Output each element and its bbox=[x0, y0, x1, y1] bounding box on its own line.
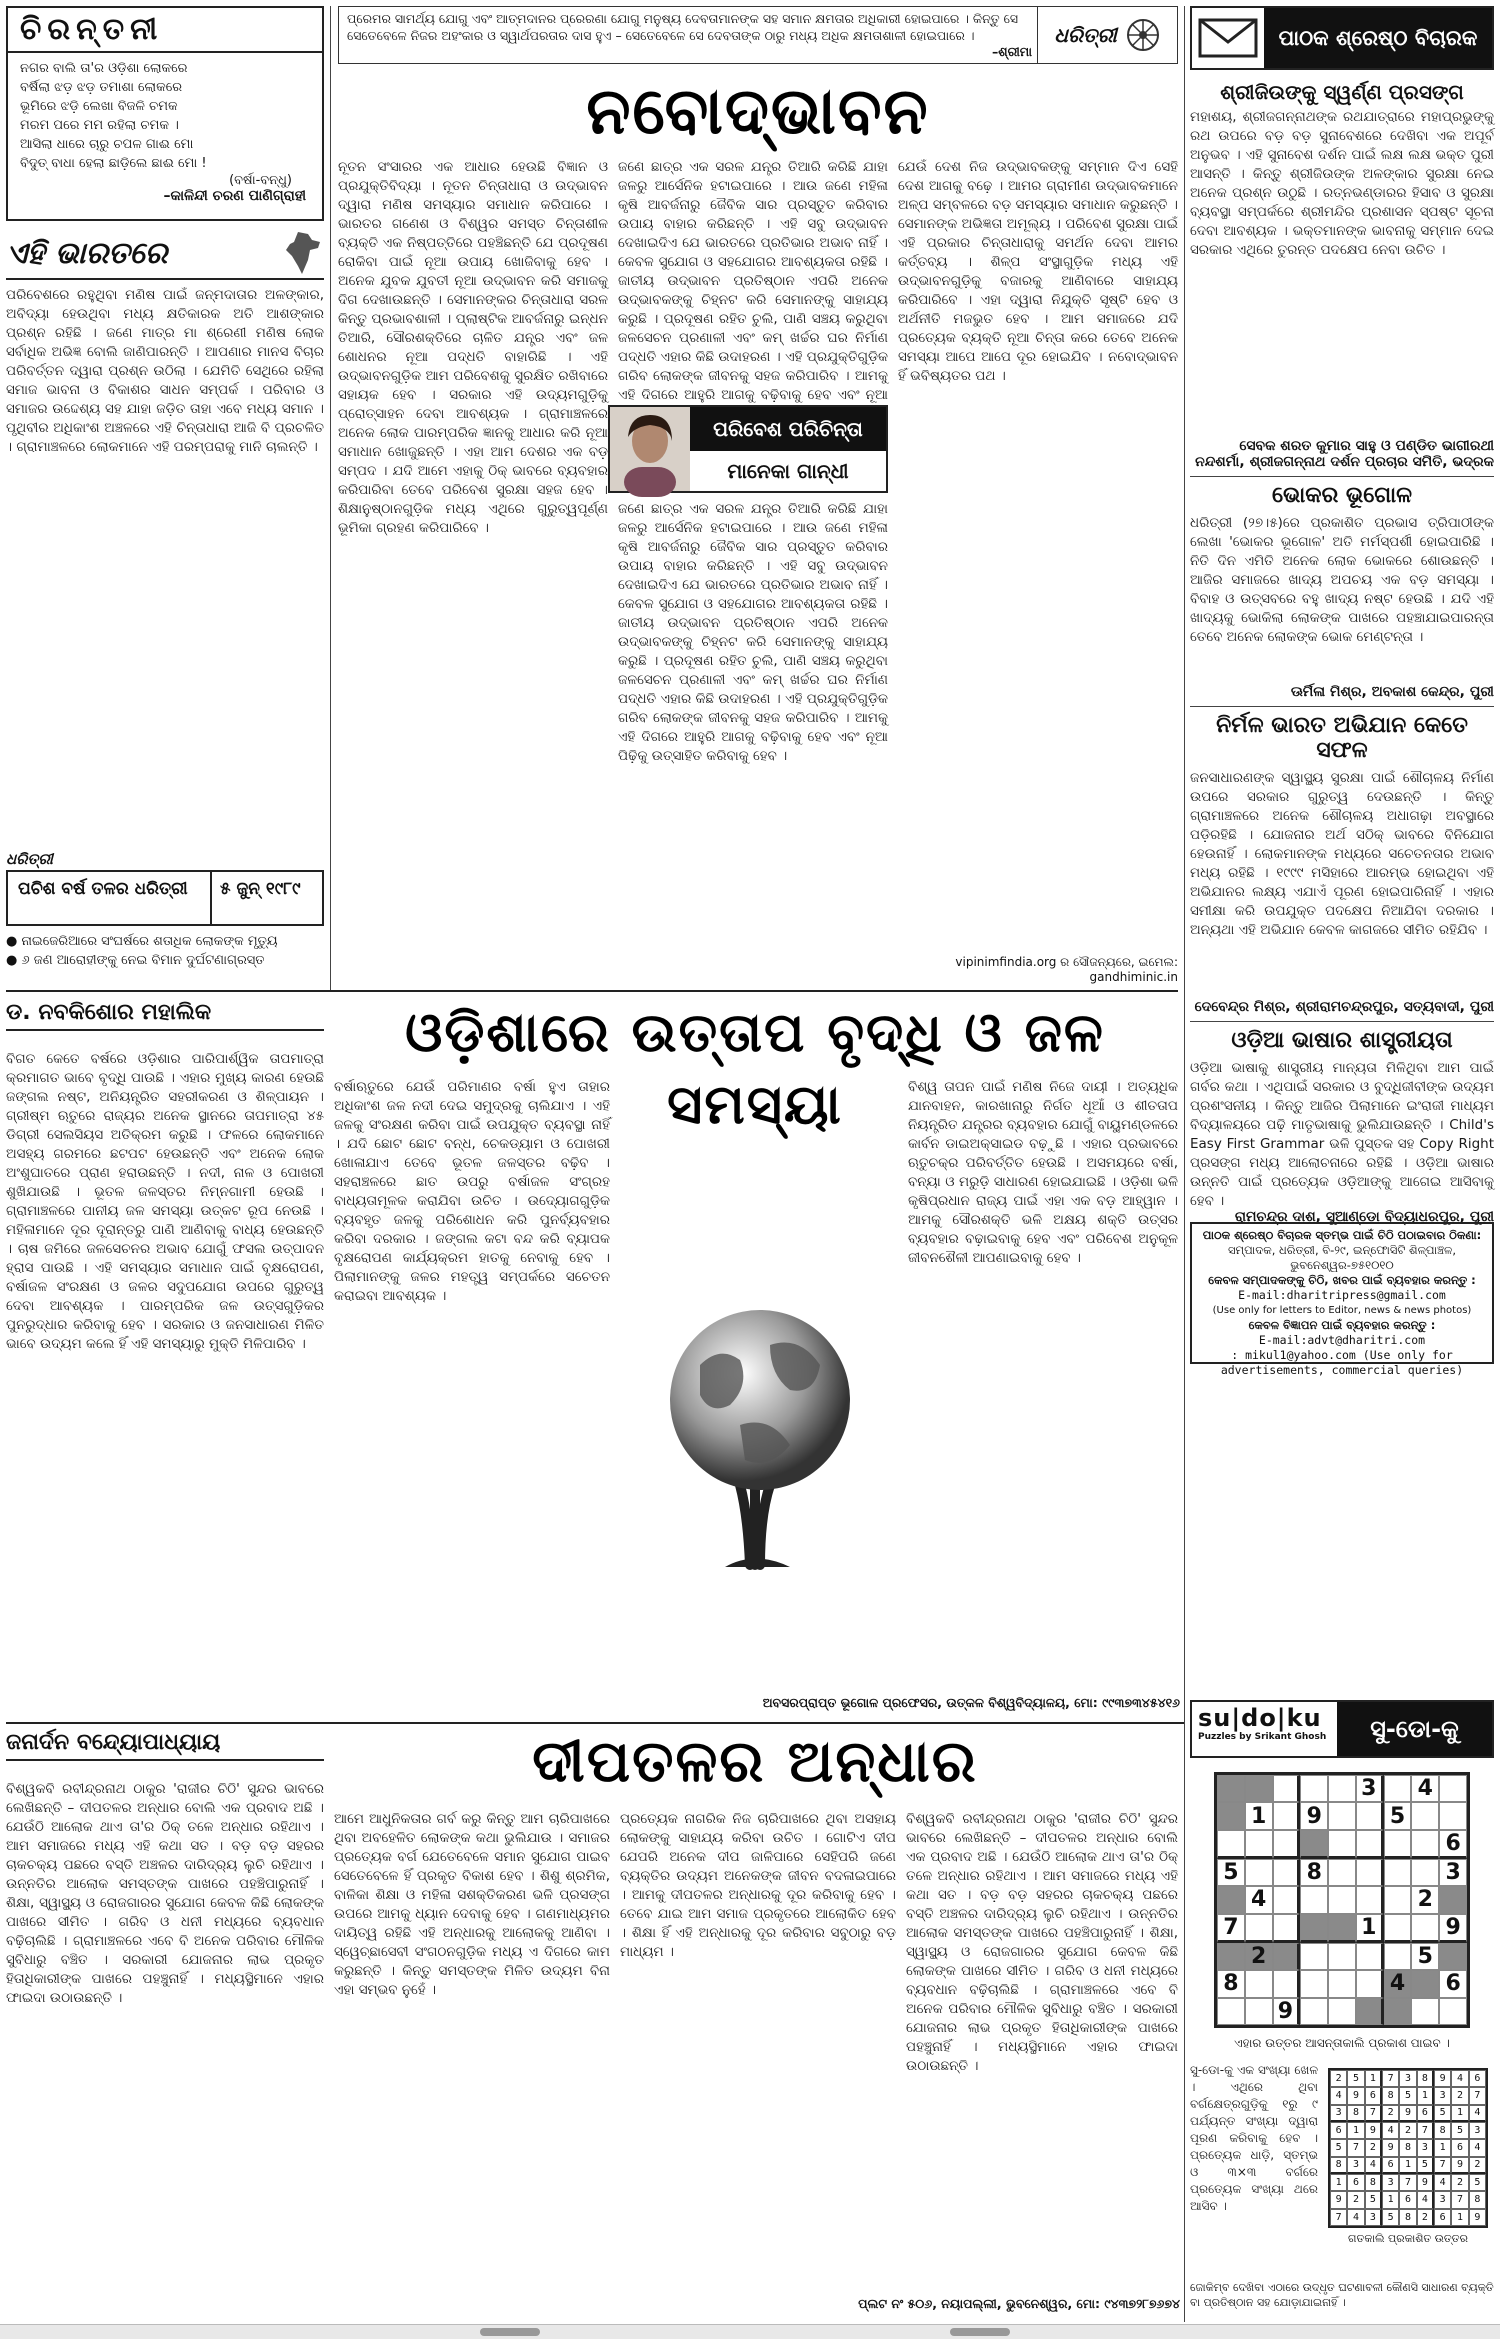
author-portrait bbox=[610, 407, 690, 491]
sudoku-cell[interactable] bbox=[1300, 1914, 1328, 1943]
sudoku-cell[interactable]: 6 bbox=[1439, 1830, 1467, 1859]
sudoku-answer-cell: 4 bbox=[1469, 2139, 1486, 2156]
sudoku-answer-cell: 3 bbox=[1434, 2191, 1451, 2208]
sudoku-cell[interactable] bbox=[1384, 1886, 1412, 1913]
ehi-bharatare-section bbox=[6, 228, 324, 840]
sudoku-answer-cell: 7 bbox=[1330, 2209, 1347, 2226]
top-quote-text: ପ୍ରେମର ସାମର୍ଥ୍ୟ ଯୋଗୁ ଏବଂ ଆତ୍ମଦାନର ପ୍ରେରଣା ଯୋଗୁ ମନୁଷ୍ୟ ଦେବତାମାନଙ୍କ ସହ ସମାନ କ୍ଷମତାର ଅଧିକାରୀ ହୋଇପାରେ । କିନ୍ତୁ ସେ ସେତେବେଳେ ନିଜର ଅହଂକାର ଓ ସ୍ୱାର୍ଥପରତାର ଦାସ ହୁଏ – ସେତେବେଳେ ସେ ଦେବତାଙ୍କ ଠାରୁ ମଧ୍ୟ ଅଧିକ କ୍ଷମତାଶାଳୀ ହୋଇପାରେ । bbox=[347, 11, 1019, 43]
sudoku-cell[interactable] bbox=[1217, 1998, 1245, 2025]
column-divider bbox=[330, 6, 331, 991]
sudoku-cell[interactable] bbox=[1384, 1998, 1412, 2025]
sudoku-cell[interactable] bbox=[1300, 1943, 1328, 1970]
sudoku-answer-cell: 2 bbox=[1451, 2174, 1468, 2191]
ehi-bharatare-text: ପରିବେଶରେ ରହୁଥିବା ମଣିଷ ପାଇଁ ଜନ୍ମଦାତାର ଅଳଙ୍କାର, ଅବିଦ୍ୟା ହେଉଥିବା ମଧ୍ୟ କ୍ଷତିକାରକ ଅତି ଆଶଙ୍କାର ପ୍ରଶ୍ନ ରହିଛି । ଜଣେ ମାତ୍ର ମା ଶ୍ରେଣୀ ମଣିଷ ଲୋକ ସର୍ବାଧିକ ଅଭିଜ୍ଞ ବୋଲି ଜାଣିପାରନ୍ତି । ଆପଣାର ମାନସ ବିଚାର ପରିବର୍ତ୍ତନ ଦ୍ୱାରା ପ୍ରଶ୍ନ ଉଠିଲା । ଯେମିତି ସେଥିରେ ରହିଲା ସମାଜ ଭାବନା ଓ ବିକାଶର ସାଧନ ସମ୍ପର୍କ । ପରିବାର ଓ ସମାଜର ଉଦ୍ଦେଶ୍ୟ ସହ ଯାହା ଜଡ଼ିତ ତାହା ଏବେ ମଧ୍ୟ ସମାନ । ପୃଥିବୀର ଅଧିକାଂଶ ଅଞ୍ଚଳରେ ଏହି ଚିନ୍ତାଧାରା ଆଜି ବି ପ୍ରଚଳିତ । ଗ୍ରାମାଞ୍ଚଳରେ ଲୋକମାନେ ଏହି ପରମ୍ପରାକୁ ମାନି ଚାଲନ୍ତି । bbox=[6, 287, 324, 455]
sudoku-cell[interactable] bbox=[1356, 1886, 1384, 1913]
article2-col3: ବିଶ୍ୱ ତାପନ ପାଇଁ ମଣିଷ ନିଜେ ଦାୟୀ । ଅତ୍ୟଧିକ ଯାନବାହନ, କାରଖାନାରୁ ନିର୍ଗତ ଧୂଆଁ ଓ ଶୀତତାପ ନିୟନ୍ତ୍ରିତ ଯନ୍ତ୍ରର ବ୍ୟବହାର ଯୋଗୁଁ ବାୟୁମଣ୍ଡଳରେ କାର୍ବନ ଡାଇଅକ୍ସାଇଡ ବଢ଼ୁଛି । ଏହାର ପ୍ରଭାବରେ ଋତୁଚକ୍ର ପରିବର୍ତ୍ତିତ ହେଉଛି । ଅସମୟରେ ବର୍ଷା, ବନ୍ୟା ଓ ମରୁଡ଼ି ସାଧାରଣ ହୋଇଯାଇଛି । ଓଡ଼ିଶା ଭଳି କୃଷିପ୍ରଧାନ ରାଜ୍ୟ ପାଇଁ ଏହା ଏକ ବଡ଼ ଆହ୍ୱାନ । ଆମକୁ ସୌରଶକ୍ତି ଭଳି ଅକ୍ଷୟ ଶକ୍ତି ଉତ୍ସର ବ୍ୟବହାର ବଢ଼ାଇବାକୁ ହେବ ଏବଂ ପରିବେଶ ଅନୁକୂଳ ଜୀବନଶୈଳୀ ଆପଣାଇବାକୁ ହେବ । bbox=[908, 1079, 1178, 1266]
sudoku-cell[interactable]: 4 bbox=[1245, 1886, 1273, 1913]
sudoku-answer-cell: 8 bbox=[1382, 2087, 1399, 2104]
letters-contact-box bbox=[1190, 1222, 1494, 1377]
sudoku-answer-cell: 6 bbox=[1399, 2191, 1416, 2208]
sudoku-answer-cell: 4 bbox=[1330, 2087, 1347, 2104]
sudoku-cell[interactable] bbox=[1328, 1886, 1356, 1913]
article1-col3: ଯେଉଁ ଦେଶ ନିଜ ଉଦ୍ଭାବକଙ୍କୁ ସମ୍ମାନ ଦିଏ ସେହି ଦେଶ ଆଗକୁ ବଢ଼େ । ଆମର ଗ୍ରାମୀଣ ଉଦ୍ଭାବକମାନେ ଅଳ୍ପ ସମ୍ବଳରେ ବଡ଼ ସମସ୍ୟାର ସମାଧାନ କରୁଛନ୍ତି । ସେମାନଙ୍କ ଅଭିଜ୍ଞତା ଅମୂଲ୍ୟ । ପରିବେଶ ସୁରକ୍ଷା ପାଇଁ ଏହି ପ୍ରକାର ଚିନ୍ତାଧାରାକୁ ସମର୍ଥନ ଦେବା ଆମର କର୍ତ୍ତବ୍ୟ । ଶିଳ୍ପ ସଂସ୍ଥାଗୁଡ଼ିକ ମଧ୍ୟ ଏହି ଉଦ୍ଭାବନଗୁଡ଼ିକୁ ବଜାରକୁ ଆଣିବାରେ ସାହାଯ୍ୟ କରିପାରିବେ । ଏହା ଦ୍ୱାରା ନିଯୁକ୍ତି ସୃଷ୍ଟି ହେବ ଓ ଅର୍ଥନୀତି ମଜଭୁତ ହେବ । ଆମ ସମାଜରେ ଯଦି ପ୍ରତ୍ୟେକ ବ୍ୟକ୍ତି ନୂଆ ଚିନ୍ତା କରେ ତେବେ ଅନେକ ସମସ୍ୟା ଆପେ ଆପେ ଦୂର ହୋଇଯିବ । ନବୋଦ୍ଭାବନ ହିଁ ଭବିଷ୍ୟତର ପଥ । bbox=[898, 159, 1178, 384]
sudoku-cell[interactable] bbox=[1300, 1886, 1328, 1913]
globe-tree-illustration bbox=[620, 1285, 900, 1575]
sudoku-footer-note: ଜୋକିମ୍ବ ଦେଖିବା ଏଠାରେ ଉଦ୍ଧୃତ ଘଟଣାବଳୀ କୌଣସି ସାଧାରଣ ବ୍ୟକ୍ତି ବା ପ୍ରତିଷ୍ଠାନ ସହ ଯୋଡ଼ାଯାଇନାହିଁ । bbox=[1190, 2281, 1494, 2309]
sudoku-cell[interactable] bbox=[1411, 1970, 1439, 1997]
sudoku-answer-cell: 8 bbox=[1365, 2174, 1382, 2191]
sudoku-cell[interactable]: 7 bbox=[1217, 1914, 1245, 1943]
article3-footer: ପ୍ଲଟ ନଂ ୫୦୬, ନୟାପଲ୍ଲୀ, ଭୁବନେଶ୍ୱର, ମୋ: ୯୪୩୭୨୮୭୬୭୪ bbox=[858, 2296, 1180, 2311]
article1-footer: vipinimfindia.org ର ସୌଜନ୍ୟରେ, ଇମେଲ: gandhiminic.in bbox=[955, 955, 1178, 984]
letter-heading: ଓଡ଼ିଆ ଭାଷାର ଶାସ୍ତ୍ରୀୟତା bbox=[1190, 1021, 1494, 1059]
author-photo bbox=[610, 407, 690, 491]
sudoku-cell[interactable]: 2 bbox=[1245, 1943, 1273, 1970]
sudoku-cell[interactable]: 9 bbox=[1439, 1914, 1467, 1943]
sudoku-answer-cell: 8 bbox=[1399, 2139, 1416, 2156]
sudoku-answer-cell: 9 bbox=[1347, 2087, 1364, 2104]
sudoku-cell[interactable] bbox=[1384, 1859, 1412, 1886]
sudoku-answer-cell: 9 bbox=[1469, 2209, 1486, 2226]
sudoku-answer-cell: 7 bbox=[1451, 2191, 1468, 2208]
sudoku-cell[interactable] bbox=[1439, 1943, 1467, 1970]
sudoku-answer-cell: 7 bbox=[1469, 2087, 1486, 2104]
sudoku-answer-cell: 8 bbox=[1434, 2122, 1451, 2139]
sudoku-answer-cell: 3 bbox=[1469, 2122, 1486, 2139]
ehi-bharatare-title: ଏହି ଭାରତରେ bbox=[6, 235, 168, 271]
sudoku-answer-cell: 6 bbox=[1469, 2070, 1486, 2087]
sudoku-cell[interactable] bbox=[1273, 1886, 1301, 1913]
sudoku-cell[interactable] bbox=[1300, 1775, 1328, 1802]
sudoku-answer-cell: 1 bbox=[1399, 2157, 1416, 2174]
article3-col4: ବିଶ୍ୱକବି ରବୀନ୍ଦ୍ରନାଥ ଠାକୁର 'ରାଜୀର ଚିଠି' ସୁନ୍ଦର ଭାବରେ ଲେଖିଛନ୍ତି – ଦୀପତଳର ଅନ୍ଧାର ବୋଲି ଏକ ପ୍ରବାଦ ଅଛି । ଯେଉଁଠି ଆଲୋକ ଥାଏ ତା'ର ଠିକ୍ ତଳେ ଅନ୍ଧାର ରହିଥାଏ । ଆମ ସମାଜରେ ମଧ୍ୟ ଏହି କଥା ସତ । ବଡ଼ ବଡ଼ ସହରର ଚାକଚକ୍ୟ ପଛରେ ବସ୍ତି ଅଞ୍ଚଳର ଦାରିଦ୍ର୍ୟ ଲୁଚି ରହିଥାଏ । ଉନ୍ନତିର ଆଲୋକ ସମସ୍ତଙ୍କ ପାଖରେ ପହଞ୍ଚିପାରୁନାହିଁ । ଶିକ୍ଷା, ସ୍ୱାସ୍ଥ୍ୟ ଓ ରୋଜଗାରର ସୁଯୋଗ କେବଳ କିଛି ଲୋକଙ୍କ ପାଖରେ ସୀମିତ । ଗରିବ ଓ ଧନୀ ମଧ୍ୟରେ ବ୍ୟବଧାନ ବଢ଼ିଚାଲିଛି । ଗ୍ରାମାଞ୍ଚଳରେ ଏବେ ବି ଅନେକ ପରିବାର ମୌଳିକ ସୁବିଧାରୁ ବଞ୍ଚିତ । ସରକାରୀ ଯୋଜନାର ଲାଭ ପ୍ରକୃତ ହିତାଧିକାରୀଙ୍କ ପାଖରେ ପହଞ୍ଚୁନାହିଁ । ମଧ୍ୟସ୍ଥିମାନେ ଏହାର ଫାଇଦା ଉଠାଉଛନ୍ତି । bbox=[906, 1811, 1178, 2074]
sudoku-answer-cell: 6 bbox=[1434, 2209, 1451, 2226]
sudoku-answer-cell: 9 bbox=[1330, 2191, 1347, 2208]
sudoku-answer-cell: 9 bbox=[1417, 2174, 1434, 2191]
sudoku-answer-cell: 4 bbox=[1382, 2122, 1399, 2139]
sudoku-cell[interactable]: 6 bbox=[1439, 1970, 1467, 1997]
sudoku-answer-cell: 9 bbox=[1451, 2157, 1468, 2174]
sudoku-answer-cell: 2 bbox=[1365, 2139, 1382, 2156]
letter-signer: ରାମଚନ୍ଦ୍ର ଦାଶ, ସୁଆଣ୍ଡୋ ବିଦ୍ୟାଧରପୁର, ପୁରୀ bbox=[1234, 1209, 1494, 1225]
sudoku-answer-cell: 4 bbox=[1451, 2070, 1468, 2087]
letter-heading: ଶ୍ରୀଜିଉଙ୍କୁ ସ୍ୱର୍ଣ୍ଣ ପ୍ରସଙ୍ଗ bbox=[1220, 80, 1464, 104]
sudoku-cell[interactable] bbox=[1356, 1802, 1384, 1829]
sudoku-cell[interactable] bbox=[1273, 1775, 1301, 1802]
sudoku-answer-cell: 1 bbox=[1347, 2122, 1364, 2139]
letter-signer: ଦେବେନ୍ଦ୍ର ମିଶ୍ର, ଶ୍ରୀରାମଚନ୍ଦ୍ରପୁର, ସତ୍ୟବାଦୀ, ପୁରୀ bbox=[1194, 999, 1494, 1015]
poem-source: (ବର୍ଷା-ବନ୍ଧୁ) bbox=[229, 173, 292, 188]
sudoku-cell[interactable] bbox=[1411, 1914, 1439, 1943]
sudoku-cell[interactable] bbox=[1328, 1943, 1356, 1970]
article2-footer: ଅବସରପ୍ରାପ୍ତ ଭୂଗୋଳ ପ୍ରଫେସର, ଉତ୍କଳ ବିଶ୍ୱବିଦ୍ୟାଳୟ, ମୋ: ୯୯୩୭୩୪୫୪୧୬ bbox=[762, 1695, 1180, 1710]
sudoku-answer-cell: 5 bbox=[1469, 2174, 1486, 2191]
sudoku-cell[interactable] bbox=[1328, 1830, 1356, 1859]
sudoku-cell[interactable] bbox=[1411, 1998, 1439, 2025]
article1-headline: ନବୋଦ୍ଭାବନ bbox=[586, 74, 930, 149]
chirantani-box bbox=[6, 6, 324, 221]
sudoku-answer-cell: 1 bbox=[1434, 2139, 1451, 2156]
sudoku-cell[interactable]: 9 bbox=[1300, 1802, 1328, 1829]
sudoku-cell[interactable]: 5 bbox=[1384, 1802, 1412, 1829]
sudoku-answer-cell: 6 bbox=[1330, 2122, 1347, 2139]
sudoku-logo-text: su|do|ku bbox=[1198, 1704, 1322, 1732]
sudoku-cell[interactable] bbox=[1273, 1830, 1301, 1859]
sudoku-cell[interactable]: 4 bbox=[1384, 1970, 1412, 1997]
sudoku-answer-cell: 6 bbox=[1417, 2105, 1434, 2122]
letters-title: ପାଠକ ଶ୍ରେଷ୍ଠ ବିଚାରକ bbox=[1264, 8, 1492, 68]
sudoku-answer-cell: 5 bbox=[1451, 2122, 1468, 2139]
sudoku-cell[interactable] bbox=[1328, 1775, 1356, 1802]
article1-col1: ନୂତନ ସଂସାରର ଏକ ଆଧାର ହେଉଛି ବିଜ୍ଞାନ ଓ ପ୍ରଯୁକ୍ତିବିଦ୍ୟା । ନୂତନ ଚିନ୍ତାଧାରା ଓ ଉଦ୍ଭାବନ ଦ୍ୱାରା ମଣିଷ ସମସ୍ୟାର ସମାଧାନ କରିପାରେ । ଭାରତର ଗଣେଶ ଓ ବିଶ୍ୱର ସମସ୍ତ ଚିନ୍ତାଶୀଳ ବ୍ୟକ୍ତି ଏକ ନିଷ୍ପତ୍ତିରେ ପହଞ୍ଚିଛନ୍ତି ଯେ ପ୍ରଦୂଷଣ ରୋକିବା ପାଇଁ ନୂଆ ଉପାୟ ଖୋଜିବାକୁ ହେବ । ଅନେକ ଯୁବକ ଯୁବତୀ ନୂଆ ଉଦ୍ଭାବନ କରି ସମାଜକୁ ଦିଗ ଦେଖାଉଛନ୍ତି । ସେମାନଙ୍କର ଚିନ୍ତାଧାରା ସରଳ କିନ୍ତୁ ପ୍ରଭାବଶାଳୀ । ପ୍ଲାଷ୍ଟିକ ଆବର୍ଜନାରୁ ଇନ୍ଧନ ତିଆରି, ସୌରଶକ୍ତିରେ ଚାଳିତ ଯନ୍ତ୍ର ଏବଂ ଜଳ ଶୋଧନର ନୂଆ ପଦ୍ଧତି ବାହାରିଛି । ଏହି ଉଦ୍ଭାବନଗୁଡ଼ିକ ଆମ ପରିବେଶକୁ ସୁରକ୍ଷିତ ରଖିବାରେ ସହାୟକ ହେବ । ସରକାର ଏହି ଉଦ୍ୟମଗୁଡ଼ିକୁ ପ୍ରୋତ୍ସାହନ ଦେବା ଆବଶ୍ୟକ । ଗ୍ରାମାଞ୍ଚଳରେ ଅନେକ ଲୋକ ପାରମ୍ପରିକ ଜ୍ଞାନକୁ ଆଧାର କରି ନୂଆ ସମାଧାନ ଖୋଜୁଛନ୍ତି । ଏହା ଆମ ଦେଶର ଏକ ବଡ଼ ସମ୍ପଦ । ଯଦି ଆମେ ଏହାକୁ ଠିକ୍ ଭାବରେ ବ୍ୟବହାର କରିପାରିବା ତେବେ ପରିବେଶ ସୁରକ୍ଷା ସହଜ ହେବ । ଶିକ୍ଷାନୁଷ୍ଠାନଗୁଡ଼ିକ ମଧ୍ୟ ଏଥିରେ ଗୁରୁତ୍ୱପୂର୍ଣ୍ଣ ଭୂମିକା ଗ୍ରହଣ କରିପାରିବେ । bbox=[338, 159, 608, 536]
contact-title: ପାଠକ ଶ୍ରେଷ୍ଠ ବିଚାରକ ସ୍ତମ୍ଭ ପାଇଁ ଚିଠି ପଠାଇବାର ଠିକଣା: bbox=[1202, 1228, 1482, 1242]
sudoku-answer-cell: 3 bbox=[1434, 2087, 1451, 2104]
horizontal-scrollbar[interactable] bbox=[0, 2324, 1500, 2339]
sudoku-cell[interactable] bbox=[1328, 1914, 1356, 1943]
sudoku-cell[interactable] bbox=[1273, 1970, 1301, 1997]
sudoku-answer-cell: 3 bbox=[1330, 2105, 1347, 2122]
article2-headline: ଓଡ଼ିଶାରେ ଉତ୍ତାପ ବୃଦ୍ଧି ଓ ଜଳ ସମସ୍ୟା bbox=[405, 1000, 1105, 1136]
sudoku-answer-cell: 8 bbox=[1399, 2209, 1416, 2226]
sudoku-cell[interactable] bbox=[1384, 1775, 1412, 1802]
chirantani-title: ଚିରନ୍ତନୀ bbox=[8, 8, 322, 53]
sudoku-cell[interactable] bbox=[1245, 1830, 1273, 1859]
sudoku-cell[interactable] bbox=[1217, 1886, 1245, 1913]
sudoku-caption: ଏହାର ଉତ୍ତର ଆସନ୍ତାକାଲି ପ୍ରକାଶ ପାଇବ । bbox=[1234, 2036, 1450, 2050]
dharitri-25-list bbox=[6, 932, 324, 970]
sudoku-cell[interactable] bbox=[1384, 1914, 1412, 1943]
dharitri-25-date: ୫ ଜୁନ୍ ୧୯୮୯ bbox=[220, 879, 301, 899]
sudoku-cell[interactable] bbox=[1300, 1998, 1328, 2025]
sudoku-answer-cell: 3 bbox=[1417, 2139, 1434, 2156]
sudoku-answer-cell: 2 bbox=[1417, 2209, 1434, 2226]
sudoku-cell[interactable]: 5 bbox=[1217, 1859, 1245, 1886]
sudoku-cell[interactable] bbox=[1384, 1830, 1412, 1859]
article3-author: ଜନାର୍ଦନ ବନ୍ଦ୍ୟୋପାଧ୍ୟାୟ bbox=[6, 1730, 324, 1761]
sudoku-cell[interactable] bbox=[1217, 1775, 1245, 1802]
top-quote-box bbox=[338, 6, 1178, 64]
sudoku-answer-cell: 6 bbox=[1365, 2087, 1382, 2104]
sudoku-cell[interactable] bbox=[1245, 1859, 1273, 1886]
article3-col1: ବିଶ୍ୱକବି ରବୀନ୍ଦ୍ରନାଥ ଠାକୁର 'ରାଜୀର ଚିଠି' ସୁନ୍ଦର ଭାବରେ ଲେଖିଛନ୍ତି – ଦୀପତଳର ଅନ୍ଧାର ବୋଲି ଏକ ପ୍ରବାଦ ଅଛି । ଯେଉଁଠି ଆଲୋକ ଥାଏ ତା'ର ଠିକ୍ ତଳେ ଅନ୍ଧାର ରହିଥାଏ । ଆମ ସମାଜରେ ମଧ୍ୟ ଏହି କଥା ସତ । ବଡ଼ ବଡ଼ ସହରର ଚାକଚକ୍ୟ ପଛରେ ବସ୍ତି ଅଞ୍ଚଳର ଦାରିଦ୍ର୍ୟ ଲୁଚି ରହିଥାଏ । ଉନ୍ନତିର ଆଲୋକ ସମସ୍ତଙ୍କ ପାଖରେ ପହଞ୍ଚିପାରୁନାହିଁ । ଶିକ୍ଷା, ସ୍ୱାସ୍ଥ୍ୟ ଓ ରୋଜଗାରର ସୁଯୋଗ କେବଳ କିଛି ଲୋକଙ୍କ ପାଖରେ ସୀମିତ । ଗରିବ ଓ ଧନୀ ମଧ୍ୟରେ ବ୍ୟବଧାନ ବଢ଼ିଚାଲିଛି । ଗ୍ରାମାଞ୍ଚଳରେ ଏବେ ବି ଅନେକ ପରିବାର ମୌଳିକ ସୁବିଧାରୁ ବଞ୍ଚିତ । ସରକାରୀ ଯୋଜନାର ଲାଭ ପ୍ରକୃତ ହିତାଧିକାରୀଙ୍କ ପାଖରେ ପହଞ୍ଚୁନାହିଁ । ମଧ୍ୟସ୍ଥିମାନେ ଏହାର ଫାଇଦା ଉଠାଉଛନ୍ତି । bbox=[6, 1781, 324, 2006]
sudoku-answer-cell: 7 bbox=[1347, 2139, 1364, 2156]
sudoku-cell[interactable] bbox=[1356, 1943, 1384, 1970]
sudoku-answer-cell: 4 bbox=[1417, 2191, 1434, 2208]
sudoku-answer-cell: 4 bbox=[1469, 2105, 1486, 2122]
sudoku-answer-cell: 2 bbox=[1382, 2105, 1399, 2122]
letter-body: ମହାଶୟ, ଶ୍ରୀଜଗନ୍ନାଥଙ୍କ ରଥଯାତ୍ରାରେ ମହାପ୍ରଭୁଙ୍କୁ ରଥ ଉପରେ ବଡ଼ ବଡ଼ ସୁନାବେଶରେ ଦେଖିବା ଏକ ଅପୂର୍ବ ଅନୁଭବ । ଏହି ସୁନାବେଶ ଦର୍ଶନ ପାଇଁ ଲକ୍ଷ ଲକ୍ଷ ଭକ୍ତ ପୁରୀ ଆସନ୍ତି । କିନ୍ତୁ ଶ୍ରୀଜିଉଙ୍କ ଅଳଙ୍କାର ସୁରକ୍ଷା ନେଇ ଅନେକ ପ୍ରଶ୍ନ ଉଠୁଛି । ରତ୍ନଭଣ୍ଡାରର ହିସାବ ଓ ସୁରକ୍ଷା ବ୍ୟବସ୍ଥା ସମ୍ପର୍କରେ ଶ୍ରୀମନ୍ଦିର ପ୍ରଶାସନ ସ୍ପଷ୍ଟ ସୂଚନା ଦେବା ଆବଶ୍ୟକ । ଭକ୍ତମାନଙ୍କ ଭାବନାକୁ ସମ୍ମାନ ଦେଇ ସରକାର ଏଥିରେ ତୁରନ୍ତ ପଦକ୍ଷେପ ନେବା ଉଚିତ । bbox=[1190, 109, 1494, 258]
dharitri-25-header bbox=[6, 870, 324, 926]
sudoku-answer-cell: 8 bbox=[1417, 2070, 1434, 2087]
contact-email-ads-note: advertisements, commercial queries) bbox=[1220, 1363, 1464, 1377]
article2-author: ଡ. ନବକିଶୋର ମହାଲିକ bbox=[6, 1000, 324, 1031]
sudoku-answer-cell: 5 bbox=[1382, 2209, 1399, 2226]
sudoku-logo bbox=[1190, 1700, 1494, 1758]
article3-col2: ଆମେ ଆଧୁନିକତାର ଗର୍ବ କରୁ କିନ୍ତୁ ଆମ ଚାରିପାଖରେ ଥିବା ଅବହେଳିତ ଲୋକଙ୍କ କଥା ଭୁଲିଯାଉ । ସମାଜର ପ୍ରତ୍ୟେକ ବର୍ଗ ଯେତେବେଳେ ସମାନ ସୁଯୋଗ ପାଇବ ସେତେବେଳେ ହିଁ ପ୍ରକୃତ ବିକାଶ ହେବ । ଶିଶୁ ଶ୍ରମିକ, ବାଳିକା ଶିକ୍ଷା ଓ ମହିଳା ସଶକ୍ତିକରଣ ଭଳି ପ୍ରସଙ୍ଗ ଉପରେ ଆମକୁ ଧ୍ୟାନ ଦେବାକୁ ହେବ । ଗଣମାଧ୍ୟମର ଦାୟିତ୍ୱ ରହିଛି ଏହି ଅନ୍ଧାରକୁ ଆଲୋକକୁ ଆଣିବା । ସ୍ୱେଚ୍ଛାସେବୀ ସଂଗଠନଗୁଡ଼ିକ ମଧ୍ୟ ଏ ଦିଗରେ କାମ କରୁଛନ୍ତି । କିନ୍ତୁ ସମସ୍ତଙ୍କ ମିଳିତ ଉଦ୍ୟମ ବିନା ଏହା ସମ୍ଭବ ନୁହେଁ । bbox=[334, 1811, 610, 1998]
sudoku-cell[interactable] bbox=[1245, 1970, 1273, 1997]
sudoku-answer-cell: 2 bbox=[1330, 2070, 1347, 2087]
sudoku-answer-cell: 7 bbox=[1365, 2105, 1382, 2122]
sudoku-cell[interactable] bbox=[1356, 1830, 1384, 1859]
sudoku-answer-cell: 3 bbox=[1347, 2157, 1364, 2174]
sudoku-grid[interactable] bbox=[1214, 1772, 1470, 2028]
sudoku-answer-cell: 6 bbox=[1382, 2157, 1399, 2174]
sudoku-answer-cell: 7 bbox=[1382, 2070, 1399, 2087]
column-divider bbox=[1184, 1722, 1185, 2322]
sudoku-cell[interactable] bbox=[1217, 1802, 1245, 1829]
sudoku-cell[interactable] bbox=[1245, 1998, 1273, 2025]
sudoku-cell[interactable] bbox=[1411, 1802, 1439, 1829]
sudoku-cell[interactable] bbox=[1245, 1775, 1273, 1802]
article2-col1: ବିଗତ କେତେ ବର୍ଷରେ ଓଡ଼ିଶାର ପାରିପାର୍ଶ୍ୱିକ ତାପମାତ୍ରା କ୍ରମାଗତ ଭାବେ ବୃଦ୍ଧି ପାଉଛି । ଏହାର ମୁଖ୍ୟ କାରଣ ହେଉଛି ଜଙ୍ଗଲ ନଷ୍ଟ, ଅନିୟନ୍ତ୍ରିତ ସହରୀକରଣ ଓ ଶିଳ୍ପାୟନ । ଗ୍ରୀଷ୍ମ ଋତୁରେ ରାଜ୍ୟର ଅନେକ ସ୍ଥାନରେ ତାପମାତ୍ରା ୪୫ ଡିଗ୍ରୀ ସେଲସିୟସ ଅତିକ୍ରମ କରୁଛି । ଫଳରେ ଲୋକମାନେ ଅସହ୍ୟ ଗରମରେ ଛଟପଟ ହେଉଛନ୍ତି ଏବଂ ଅନେକ ଲୋକ ଅଂଶୁଘାତରେ ପ୍ରାଣ ହରାଉଛନ୍ତି । ନଦୀ, ନାଳ ଓ ପୋଖରୀ ଶୁଖିଯାଉଛି । ଭୂତଳ ଜଳସ୍ତର ନିମ୍ନଗାମୀ ହେଉଛି । ଗ୍ରାମାଞ୍ଚଳରେ ପାନୀୟ ଜଳ ସମସ୍ୟା ଉତ୍କଟ ରୂପ ନେଉଛି । ମହିଳାମାନେ ଦୂର ଦୂରାନ୍ତରୁ ପାଣି ଆଣିବାକୁ ବାଧ୍ୟ ହେଉଛନ୍ତି । ଚାଷ ଜମିରେ ଜଳସେଚନର ଅଭାବ ଯୋଗୁଁ ଫସଲ ଉତ୍ପାଦନ ହ୍ରାସ ପାଉଛି । ଏହି ସମସ୍ୟାର ସମାଧାନ ପାଇଁ ବୃକ୍ଷରୋପଣ, ବର୍ଷାଜଳ ସଂରକ୍ଷଣ ଓ ଜଳର ସଦୁପଯୋଗ ଉପରେ ଗୁରୁତ୍ୱ ଦେବା ଆବଶ୍ୟକ । ପାରମ୍ପରିକ ଜଳ ଉତ୍ସଗୁଡ଼ିକର ପୁନରୁଦ୍ଧାର କରିବାକୁ ହେବ । ସରକାର ଓ ଜନସାଧାରଣ ମିଳିତ ଭାବେ ଉଦ୍ୟମ କଲେ ହିଁ ଏହି ସମସ୍ୟାରୁ ମୁକ୍ତି ମିଳିପାରିବ । bbox=[6, 1051, 324, 1352]
column-divider bbox=[1184, 6, 1185, 1726]
sudoku-answer-cell: 4 bbox=[1365, 2157, 1382, 2174]
sudoku-title: ସୁ-ଡୋ-କୁ bbox=[1337, 1702, 1492, 1756]
sudoku-answer-grid bbox=[1328, 2068, 1488, 2228]
sudoku-answer-cell: 2 bbox=[1347, 2191, 1364, 2208]
sudoku-answer-cell: 1 bbox=[1330, 2174, 1347, 2191]
article3-headline: ଦୀପତଳର ଅନ୍ଧାର bbox=[532, 1727, 978, 1795]
sudoku-cell[interactable]: 9 bbox=[1273, 1998, 1301, 2025]
sudoku-cell[interactable] bbox=[1217, 1830, 1245, 1859]
sudoku-cell[interactable]: 8 bbox=[1217, 1970, 1245, 1997]
article3-col3: ପ୍ରତ୍ୟେକ ନାଗରିକ ନିଜ ଚାରିପାଖରେ ଥିବା ଅସହାୟ ଲୋକଙ୍କୁ ସାହାଯ୍ୟ କରିବା ଉଚିତ । ଗୋଟିଏ ଦୀପ ଯେପରି ଅନେକ ଦୀପ ଜାଳିପାରେ ସେହିପରି ଜଣେ ବ୍ୟକ୍ତିର ଉଦ୍ୟମ ଅନେକଙ୍କ ଜୀବନ ବଦଳାଇପାରେ । ଆମକୁ ଦୀପତଳର ଅନ୍ଧାରକୁ ଦୂର କରିବାକୁ ହେବ । ତେବେ ଯାଇ ଆମ ସମାଜ ପ୍ରକୃତରେ ଆଲୋକିତ ହେବ । ଶିକ୍ଷା ହିଁ ଏହି ଅନ୍ଧାରକୁ ଦୂର କରିବାର ସବୁଠାରୁ ବଡ଼ ମାଧ୍ୟମ । bbox=[620, 1811, 896, 1960]
section-divider bbox=[6, 990, 1178, 992]
ehi-bharatare-header bbox=[6, 228, 324, 280]
envelope-icon bbox=[1198, 16, 1258, 60]
sudoku-cell[interactable]: 4 bbox=[1411, 1775, 1439, 1802]
sudoku-cell[interactable] bbox=[1439, 1998, 1467, 2025]
article1-col2b: ଜଣେ ଛାତ୍ର ଏକ ସରଳ ଯନ୍ତ୍ର ତିଆରି କରିଛି ଯାହା ଜଳରୁ ଆର୍ସେନିକ ହଟାଇପାରେ । ଆଉ ଜଣେ ମହିଳା କୃଷି ଆବର୍ଜନାରୁ ଜୈବିକ ସାର ପ୍ରସ୍ତୁତ କରିବାର ଉପାୟ ବାହାର କରିଛନ୍ତି । ଏହି ସବୁ ଉଦ୍ଭାବନ ଦେଖାଇଦିଏ ଯେ ଭାରତରେ ପ୍ରତିଭାର ଅଭାବ ନାହିଁ । କେବଳ ସୁଯୋଗ ଓ ସହଯୋଗର ଆବଶ୍ୟକତା ରହିଛି । ଜାତୀୟ ଉଦ୍ଭାବନ ପ୍ରତିଷ୍ଠାନ ଏପରି ଅନେକ ଉଦ୍ଭାବକଙ୍କୁ ଚିହ୍ନଟ କରି ସେମାନଙ୍କୁ ସାହାଯ୍ୟ କରୁଛି । ପ୍ରଦୂଷଣ ରହିତ ଚୁଲି, ପାଣି ସଞ୍ଚୟ କରୁଥିବା ଜଳସେଚନ ପ୍ରଣାଳୀ ଏବଂ କମ୍ ଖର୍ଚ୍ଚର ଘର ନିର୍ମାଣ ପଦ୍ଧତି ଏହାର କିଛି ଉଦାହରଣ । ଏହି ପ୍ରଯୁକ୍ତିଗୁଡ଼ିକ ଗରିବ ଲୋକଙ୍କ ଜୀବନକୁ ସହଜ କରିପାରିବ । ଆମକୁ ଏହି ଦିଗରେ ଆହୁରି ଆଗକୁ ବଢ଼ିବାକୁ ହେବ ଏବଂ ନୂଆ ପିଢ଼ିକୁ ଉତ୍ସାହିତ କରିବାକୁ ହେବ । bbox=[618, 501, 888, 764]
letter-body: ଓଡ଼ିଆ ଭାଷାକୁ ଶାସ୍ତ୍ରୀୟ ମାନ୍ୟତା ମିଳିଥିବା ଆମ ପାଇଁ ଗର୍ବର କଥା । ଏଥିପାଇଁ ସରକାର ଓ ବୁଦ୍ଧିଜୀବୀଙ୍କ ଉଦ୍ୟମ ପ୍ରଶଂସନୀୟ । କିନ୍ତୁ ଆଜିର ପିଲାମାନେ ଇଂରାଜୀ ମାଧ୍ୟମ ବିଦ୍ୟାଳୟରେ ପଢ଼ି ମାତୃଭାଷାକୁ ଭୁଲିଯାଉଛନ୍ତି । Child's Easy First Grammar ଭଳି ପୁସ୍ତକ ସହ Copy Right ପ୍ରସଙ୍ଗ ମଧ୍ୟ ଆଲୋଚନାରେ ରହିଛି । ଓଡ଼ିଆ ଭାଷାର ଉନ୍ନତି ପାଇଁ ପ୍ରତ୍ୟେକ ଓଡ଼ିଆଙ୍କୁ ଆଗେଇ ଆସିବାକୁ ହେବ । bbox=[1190, 1060, 1494, 1209]
contact-email-yahoo[interactable]: : mikul1@yahoo.com (Use only for bbox=[1231, 1348, 1453, 1362]
dharitri-logo: ଧରିତ୍ରୀ bbox=[1037, 7, 1177, 63]
dharitri-25-title: ପଚିଶ ବର୍ଷ ତଳର ଧରିତ୍ରୀ bbox=[8, 872, 212, 924]
letter-signer: ଊର୍ମିଳା ମିଶ୍ର, ଅବକାଶ କେନ୍ଦ୍ର, ପୁରୀ bbox=[1290, 684, 1494, 700]
scrollbar-thumb[interactable] bbox=[950, 2328, 1010, 2336]
sudoku-cell[interactable] bbox=[1300, 1970, 1328, 1997]
sudoku-cell[interactable] bbox=[1273, 1943, 1301, 1970]
sudoku-cell[interactable] bbox=[1439, 1802, 1467, 1829]
sudoku-answer-cell: 9 bbox=[1382, 2139, 1399, 2156]
sudoku-answer-cell: 3 bbox=[1365, 2209, 1382, 2226]
sudoku-cell[interactable] bbox=[1328, 1802, 1356, 1829]
sudoku-cell[interactable] bbox=[1356, 1970, 1384, 1997]
contact-email-note: (Use only for letters to Editor, news & news photos) bbox=[1212, 1305, 1472, 1316]
sudoku-answer-cell: 2 bbox=[1399, 2122, 1416, 2139]
sudoku-answer-cell: 9 bbox=[1365, 2122, 1382, 2139]
sudoku-answer-cell: 4 bbox=[1347, 2209, 1364, 2226]
sudoku-answer-cell: 3 bbox=[1382, 2174, 1399, 2191]
sudoku-cell[interactable]: 3 bbox=[1439, 1859, 1467, 1886]
sudoku-cell[interactable] bbox=[1273, 1802, 1301, 1829]
sudoku-answer-cell: 5 bbox=[1434, 2105, 1451, 2122]
sudoku-cell[interactable] bbox=[1411, 1830, 1439, 1859]
sudoku-cell[interactable] bbox=[1273, 1859, 1301, 1886]
contact-email-label: କେବଳ ସମ୍ପାଦକଙ୍କୁ ଚିଠି, ଖବର ପାଇଁ ବ୍ୟବହାର କରନ୍ତୁ : bbox=[1208, 1273, 1476, 1287]
sudoku-answer-cell: 5 bbox=[1399, 2087, 1416, 2104]
list-item: ● ୬ ଜଣ ଆରୋହୀଙ୍କୁ ନେଇ ବିମାନ ଦୁର୍ଘଟଣାଗ୍ରସ୍ତ bbox=[6, 953, 265, 968]
sudoku-answer-cell: 1 bbox=[1382, 2191, 1399, 2208]
sudoku-cell[interactable]: 3 bbox=[1356, 1775, 1384, 1802]
sudoku-cell[interactable] bbox=[1439, 1775, 1467, 1802]
chirantani-poem: ନଗର ବାଲି ତା'ର ଓଡ଼ିଶା ଲୋକରେ ବର୍ଷିଲା ଝଡ଼ ଝଡ଼ ତମାଶା ଲୋକରେ ଭୂମିରେ ଝଡ଼ି ଲେଖା ବିଜଳି ଚମକ ମରମ ପରେ ମମ ରହିଲା ଚମକ । ଆସିଲା ଧାରେ ଚାରୁ ଚପଳ ଗାଈ ମୋ ବିଦୁତ୍ ବାଧା ହେଲା ଛାଡ଼ିଲେ ଛାଈ ମୋ ! bbox=[20, 61, 207, 171]
sudoku-cell[interactable] bbox=[1217, 1943, 1245, 1970]
article1-byline bbox=[608, 405, 888, 493]
sudoku-cell[interactable] bbox=[1356, 1998, 1384, 2025]
sudoku-cell[interactable]: 1 bbox=[1245, 1802, 1273, 1829]
sudoku-cell[interactable]: 2 bbox=[1411, 1886, 1439, 1913]
sudoku-logo-sub: Puzzles by Srikant Ghosh bbox=[1198, 1732, 1327, 1742]
letter-heading: ଭୋକର ଭୂଗୋଳ bbox=[1190, 476, 1494, 514]
sudoku-answer-cell: 5 bbox=[1417, 2157, 1434, 2174]
sudoku-cell[interactable] bbox=[1328, 1859, 1356, 1886]
sudoku-answer-cell: 8 bbox=[1469, 2191, 1486, 2208]
sudoku-cell[interactable] bbox=[1439, 1886, 1467, 1913]
letters-header bbox=[1190, 6, 1494, 70]
contact-ad-label: କେବଳ ବିଜ୍ଞାପନ ପାଇଁ ବ୍ୟବହାର କରନ୍ତୁ : bbox=[1248, 1318, 1436, 1332]
letter-heading: ନିର୍ମଳ ଭାରତ ଅଭିଯାନ କେତେ ସଫଳ bbox=[1190, 706, 1494, 769]
wheel-icon bbox=[1125, 17, 1161, 53]
sudoku-answer-cell: 5 bbox=[1347, 2070, 1364, 2087]
article2-col2: ବର୍ଷାଋତୁରେ ଯେଉଁ ପରିମାଣର ବର୍ଷା ହୁଏ ତାହାର ଅଧିକାଂଶ ଜଳ ନଦୀ ଦେଇ ସମୁଦ୍ରକୁ ଚାଲିଯାଏ । ଏହି ଜଳକୁ ସଂରକ୍ଷଣ କରିବା ପାଇଁ ଉପଯୁକ୍ତ ବ୍ୟବସ୍ଥା ନାହିଁ । ଯଦି ଛୋଟ ଛୋଟ ବନ୍ଧ, ଚେକଡ୍ୟାମ ଓ ପୋଖରୀ ଖୋଳାଯାଏ ତେବେ ଭୂତଳ ଜଳସ୍ତର ବଢ଼ିବ । ସହରାଞ୍ଚଳରେ ଛାତ ଉପରୁ ବର୍ଷାଜଳ ସଂଗ୍ରହ ବାଧ୍ୟତାମୂଳକ କରାଯିବା ଉଚିତ । ଉଦ୍ୟୋଗଗୁଡ଼ିକ ବ୍ୟବହୃତ ଜଳକୁ ପରିଶୋଧନ କରି ପୁନର୍ବ୍ୟବହାର କରିବା ଦରକାର । ଜଙ୍ଗଲ କଟା ବନ୍ଦ କରି ବ୍ୟାପକ ବୃକ୍ଷରୋପଣ କାର୍ଯ୍ୟକ୍ରମ ହାତକୁ ନେବାକୁ ହେବ । ପିଲାମାନଙ୍କୁ ଜଳର ମହତ୍ତ୍ୱ ସମ୍ପର୍କରେ ସଚେତନ କରାଇବା ଆବଶ୍ୟକ । bbox=[334, 1079, 610, 1304]
sudoku-answer-cell: 5 bbox=[1365, 2191, 1382, 2208]
sudoku-answer-caption: ଗତକାଲି ପ୍ରକାଶିତ ଉତ୍ତର bbox=[1348, 2232, 1468, 2245]
sudoku-answer-cell: 9 bbox=[1399, 2105, 1416, 2122]
sudoku-answer-cell: 5 bbox=[1330, 2139, 1347, 2156]
sudoku-cell[interactable] bbox=[1273, 1914, 1301, 1943]
sudoku-cell[interactable]: 8 bbox=[1300, 1859, 1328, 1886]
sudoku-answer-cell: 2 bbox=[1469, 2157, 1486, 2174]
sudoku-answer-cell: 1 bbox=[1417, 2087, 1434, 2104]
sudoku-answer-cell: 6 bbox=[1347, 2174, 1364, 2191]
letter-body: ଜନସାଧାରଣଙ୍କ ସ୍ୱାସ୍ଥ୍ୟ ସୁରକ୍ଷା ପାଇଁ ଶୌଚାଳୟ ନିର୍ମାଣ ଉପରେ ସରକାର ଗୁରୁତ୍ୱ ଦେଉଛନ୍ତି । କିନ୍ତୁ ଗ୍ରାମାଞ୍ଚଳରେ ଅନେକ ଶୌଚାଳୟ ଅଧାଗଢ଼ା ଅବସ୍ଥାରେ ପଡ଼ିରହିଛି । ଯୋଜନାର ଅର୍ଥ ସଠିକ୍ ଭାବରେ ବିନିଯୋଗ ହେଉନାହିଁ । ଲୋକମାନଙ୍କ ମଧ୍ୟରେ ସଚେତନତାର ଅଭାବ ମଧ୍ୟ ରହିଛି । ୧୯୯୯ ମସିହାରେ ଆରମ୍ଭ ହୋଇଥିବା ଏହି ଅଭିଯାନର ଲକ୍ଷ୍ୟ ଏଯାଏଁ ପୂରଣ ହୋଇପାରିନାହିଁ । ଏହାର ସମୀକ୍ଷା କରି ଉପଯୁକ୍ତ ପଦକ୍ଷେପ ନିଆଯିବା ଦରକାର । ଅନ୍ୟଥା ଏହି ଅଭିଯାନ କେବଳ କାଗଜରେ ସୀମିତ ରହିଯିବ । bbox=[1190, 770, 1494, 938]
sudoku-cell[interactable]: 5 bbox=[1411, 1943, 1439, 1970]
sudoku-cell[interactable] bbox=[1384, 1943, 1412, 1970]
contact-address: ସମ୍ପାଦକ, ଧରିତ୍ରୀ, ବି-୨୯, ଇନ୍‌ଫୋସିଟି ଶିଳ୍ପାଞ୍ଚଳ, ଭୁବନେଶ୍ୱର-୭୫୧୦୧୦ bbox=[1227, 1243, 1457, 1272]
top-quote-author: –ଶ୍ରୀମା bbox=[992, 44, 1032, 59]
sudoku-answer-cell: 3 bbox=[1399, 2070, 1416, 2087]
section-label: ପରିବେଶ ପରିଚିନ୍ତା bbox=[690, 407, 886, 451]
scrollbar-thumb[interactable] bbox=[480, 2328, 540, 2336]
sudoku-cell[interactable]: 1 bbox=[1356, 1914, 1384, 1943]
sudoku-rules: ସୁ-ଡୋ-କୁ ଏକ ସଂଖ୍ୟା ଖେଳ । ଏଥିରେ ଥିବା ବର୍ଗକ୍ଷେତ୍ରଗୁଡ଼ିକୁ ୧ରୁ ୯ ପର୍ଯ୍ୟନ୍ତ ସଂଖ୍ୟା ଦ୍ୱାରା ପୂରଣ କରିବାକୁ ହେବ । ପ୍ରତ୍ୟେକ ଧାଡ଼ି, ସ୍ତମ୍ଭ ଓ ୩×୩ ବର୍ଗରେ ପ୍ରତ୍ୟେକ ସଂଖ୍ୟା ଥରେ ଆସିବ । bbox=[1190, 2063, 1318, 2213]
sudoku-section bbox=[1190, 1700, 1494, 2320]
article1-col2: ଜଣେ ଛାତ୍ର ଏକ ସରଳ ଯନ୍ତ୍ର ତିଆରି କରିଛି ଯାହା ଜଳରୁ ଆର୍ସେନିକ ହଟାଇପାରେ । ଆଉ ଜଣେ ମହିଳା କୃଷି ଆବର୍ଜନାରୁ ଜୈବିକ ସାର ପ୍ରସ୍ତୁତ କରିବାର ଉପାୟ ବାହାର କରିଛନ୍ତି । ଏହି ସବୁ ଉଦ୍ଭାବନ ଦେଖାଇଦିଏ ଯେ ଭାରତରେ ପ୍ରତିଭାର ଅଭାବ ନାହିଁ । କେବଳ ସୁଯୋଗ ଓ ସହଯୋଗର ଆବଶ୍ୟକତା ରହିଛି । ଜାତୀୟ ଉଦ୍ଭାବନ ପ୍ରତିଷ୍ଠାନ ଏପରି ଅନେକ ଉଦ୍ଭାବକଙ୍କୁ ଚିହ୍ନଟ କରି ସେମାନଙ୍କୁ ସାହାଯ୍ୟ କରୁଛି । ପ୍ରଦୂଷଣ ରହିତ ଚୁଲି, ପାଣି ସଞ୍ଚୟ କରୁଥିବା ଜଳସେଚନ ପ୍ରଣାଳୀ ଏବଂ କମ୍ ଖର୍ଚ୍ଚର ଘର ନିର୍ମାଣ ପଦ୍ଧତି ଏହାର କିଛି ଉଦାହରଣ । ଏହି ପ୍ରଯୁକ୍ତିଗୁଡ଼ିକ ଗରିବ ଲୋକଙ୍କ ଜୀବନକୁ ସହଜ କରିପାରିବ । ଆମକୁ ଏହି ଦିଗରେ ଆହୁରି ଆଗକୁ ବଢ଼ିବାକୁ ହେବ ଏବଂ ନୂଆ bbox=[618, 159, 888, 403]
sudoku-cell[interactable] bbox=[1245, 1914, 1273, 1943]
sudoku-answer-cell: 2 bbox=[1451, 2087, 1468, 2104]
sudoku-answer-cell: 4 bbox=[1434, 2174, 1451, 2191]
sudoku-cell[interactable] bbox=[1328, 1998, 1356, 2025]
sudoku-cell[interactable] bbox=[1300, 1830, 1328, 1859]
sudoku-cell[interactable] bbox=[1411, 1859, 1439, 1886]
sudoku-answer-cell: 7 bbox=[1417, 2122, 1434, 2139]
sudoku-cell[interactable] bbox=[1356, 1859, 1384, 1886]
india-map-icon bbox=[284, 230, 324, 276]
sudoku-answer-cell: 1 bbox=[1365, 2070, 1382, 2087]
dharitri-25-years bbox=[6, 850, 324, 985]
sudoku-cell[interactable] bbox=[1328, 1970, 1356, 1997]
sudoku-answer-cell: 8 bbox=[1347, 2105, 1364, 2122]
poet-name: –କାଳିନ୍ଦୀ ଚରଣ ପାଣିଗ୍ରାହୀ bbox=[163, 188, 306, 204]
letter-signer: ସେବକ ଶରତ କୁମାର ସାହୁ ଓ ପଣ୍ଡିତ ଭାଗୀରଥୀ ନନ୍ଦଶର୍ମା, ଶ୍ରୀଜଗନ୍ନାଥ ଦର୍ଶନ ପ୍ରଚାର ସମିତି, ଭଦ୍ରକ bbox=[1195, 438, 1494, 470]
sudoku-answer-cell: 1 bbox=[1451, 2209, 1468, 2226]
sudoku-answer-cell: 9 bbox=[1434, 2070, 1451, 2087]
contact-email-ads[interactable]: E-mail:advt@dharitri.com bbox=[1258, 1333, 1426, 1347]
globe-tree-image bbox=[620, 1285, 900, 1575]
sudoku-answer-cell: 7 bbox=[1399, 2174, 1416, 2191]
list-item: ● ନାଇଜେରିଆରେ ସଂଘର୍ଷରେ ଶତାଧିକ ଲୋକଙ୍କ ମୃତ୍ୟୁ bbox=[6, 934, 278, 949]
sudoku-answer-cell: 8 bbox=[1330, 2157, 1347, 2174]
sudoku-answer-cell: 7 bbox=[1434, 2157, 1451, 2174]
letters-column bbox=[1190, 76, 1494, 1225]
dharitri-logo-small: ଧରିତ୍ରୀ bbox=[6, 850, 53, 868]
sudoku-answer-cell: 1 bbox=[1451, 2105, 1468, 2122]
letter-body: ଧରିତ୍ରୀ (୨୭।୫)ରେ ପ୍ରକାଶିତ ପ୍ରଭାସ ତ୍ରିପାଠୀଙ୍କ ଲେଖା 'ଭୋକର ଭୂଗୋଳ' ଅତି ମର୍ମସ୍ପର୍ଶୀ ହୋଇପାରିଛି । ନିତି ଦିନ ଏମିତି ଅନେକ ଲୋକ ଭୋକରେ ଶୋଉଛନ୍ତି । ଆଜିର ସମାଜରେ ଖାଦ୍ୟ ଅପଚୟ ଏକ ବଡ଼ ସମସ୍ୟା । ବିବାହ ଓ ଉତ୍ସବରେ ବହୁ ଖାଦ୍ୟ ନଷ୍ଟ ହେଉଛି । ଯଦି ଏହି ଖାଦ୍ୟକୁ ଭୋକିଲା ଲୋକଙ୍କ ପାଖରେ ପହଞ୍ଚାଯାଇପାରନ୍ତା ତେବେ ଅନେକ ଲୋକଙ୍କ ଭୋକ ମେଣ୍ଟନ୍ତା । bbox=[1190, 515, 1494, 645]
contact-email-editor[interactable]: E-mail:dharitripress@gmail.com bbox=[1238, 1288, 1446, 1302]
article1-author: ମାନେକା ଗାନ୍ଧୀ bbox=[727, 459, 849, 483]
sudoku-answer-cell: 6 bbox=[1451, 2139, 1468, 2156]
